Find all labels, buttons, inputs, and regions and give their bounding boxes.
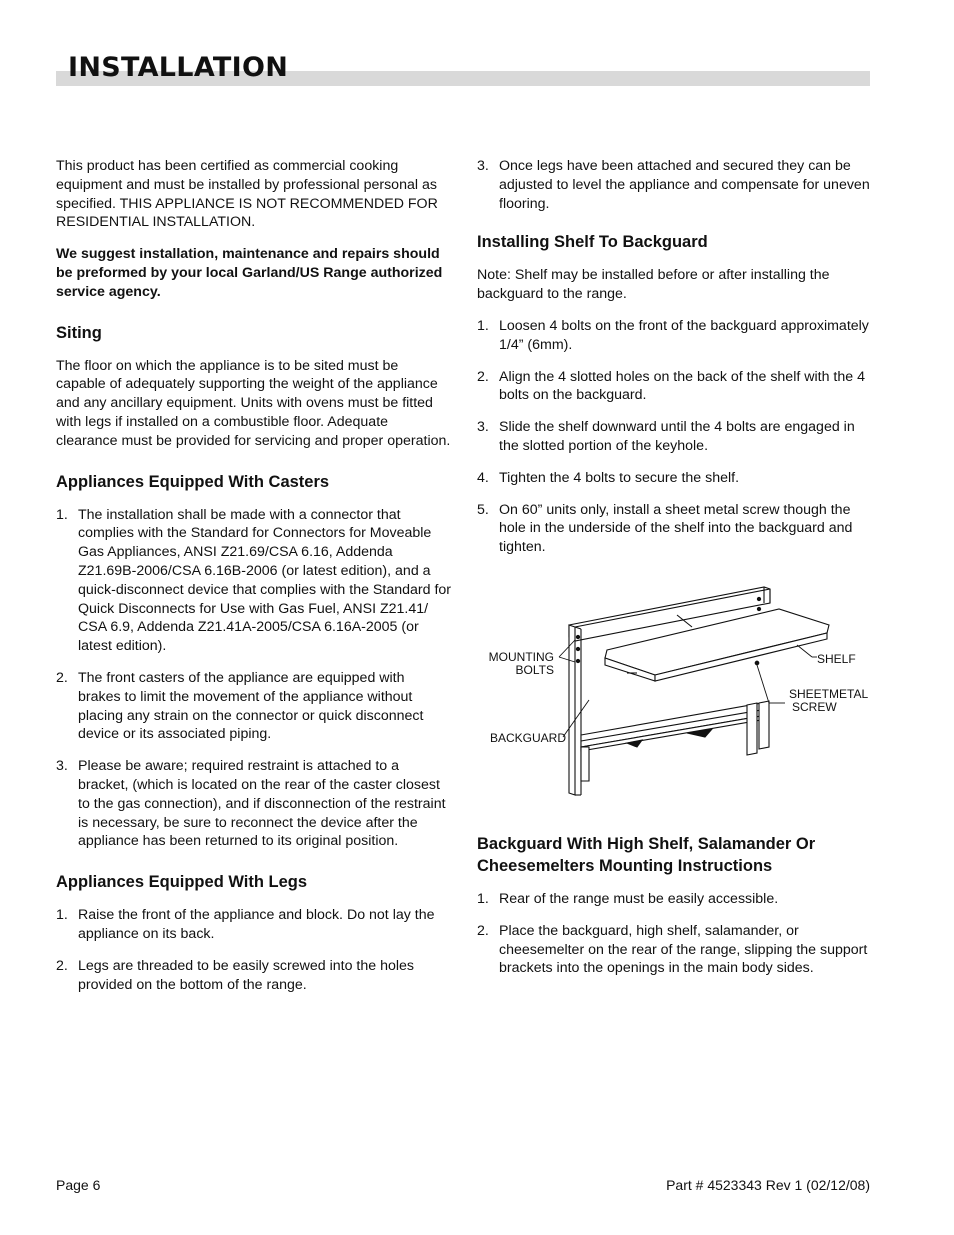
page-number: Page 6 <box>56 1177 101 1193</box>
high-shelf-list <box>477 890 870 978</box>
item-number: 3. <box>477 158 489 174</box>
item-number: 2. <box>56 669 68 686</box>
item-number: 1. <box>56 506 68 523</box>
item-number: 5. <box>477 501 489 518</box>
high-shelf-heading-line-2: Cheesemelters Mounting Instructions <box>477 856 773 875</box>
siting-heading: Siting <box>56 323 102 342</box>
label-mounting: MOUNTING <box>488 650 554 664</box>
list-item <box>477 317 870 355</box>
siting-paragraph: The floor on which the appliance is to be sited must be capable of adequately supporting the weight of the appliance and any ancillary equipment. Units with ovens must be fitted with legs if installed on a combustible floor. Adequate clearance must be provided for servicing and proper operation. <box>56 357 451 449</box>
item-text: Slide the shelf downward until the 4 bolts are engaged in the slotted portion of the keyhole. <box>499 419 855 454</box>
item-number: 1. <box>477 317 489 334</box>
shelf-heading: Installing Shelf To Backguard <box>477 233 708 252</box>
range-body <box>581 701 769 781</box>
list-item <box>56 957 451 995</box>
item-text: Once legs have been attached and secured they can be adjusted to level the appliance and compensate for uneven flooring. <box>499 158 870 212</box>
right-column <box>477 157 870 991</box>
intro-paragraph: This product has been certified as commercial cooking equipment and must be installed by professional personal as specified. THIS APPLIANCE IS NOT RECOMMENDED FOR RESIDENTIAL INSTALLATION. <box>56 158 438 231</box>
item-number: 3. <box>477 419 489 436</box>
list-item <box>477 157 870 213</box>
left-column <box>56 157 451 1007</box>
label-bolts: BOLTS <box>515 663 554 677</box>
legs-list <box>56 906 451 994</box>
label-sheetmetal: SHEETMETAL <box>789 687 869 701</box>
legs-heading: Appliances Equipped With Legs <box>56 873 308 892</box>
service-agency-note: We suggest installation, maintenance and repairs should be preformed by your local Garland/US Range authorized service agency. <box>56 246 443 300</box>
list-item <box>56 506 451 656</box>
label-screw: SCREW <box>792 700 837 714</box>
list-item <box>477 418 870 456</box>
label-shelf: SHELF <box>817 652 856 666</box>
shelf-list <box>477 317 870 557</box>
part-number: Part # 4523343 Rev 1 (02/12/08) <box>666 1177 870 1193</box>
list-item <box>477 469 870 488</box>
list-item <box>56 669 451 744</box>
item-number: 1. <box>56 907 68 924</box>
item-text: Rear of the range must be easily accessible. <box>499 890 779 907</box>
item-text: Tighten the 4 bolts to secure the shelf. <box>499 469 740 486</box>
item-text: Place the backguard, high shelf, salamander, or cheesemelter on the rear of the range, slipping the support brackets into the openings in the main body sides. <box>499 922 868 977</box>
page-title: INSTALLATION <box>68 52 289 83</box>
item-number: 2. <box>477 922 489 939</box>
item-number: 3. <box>56 758 68 775</box>
item-text: The front casters of the appliance are equipped with brakes to limit the movement of the appliance without placing any strain on the connector or quick disconnect device or its associated piping. <box>78 669 424 743</box>
shelf-backguard-diagram <box>477 585 877 805</box>
item-text: The installation shall be made with a connector that complies with the Standard for Connectors for Moveable Gas Appliances, ANSI Z21.69/CSA 6.16, Addenda Z21.69B-2006/CSA 6.16B-2006 (or latest edition), and a quick-disconnect device that complies with the Standard for Quick Disconnects for Use with Gas Fuel, ANSI Z21.41/ CSA 6.9, Addenda Z21.41A-2005/CSA 6.16A-2005 (or latest edition). <box>78 506 452 655</box>
high-shelf-heading-line-1: Backguard With High Shelf, Salamander Or <box>477 834 816 853</box>
list-item <box>477 922 870 978</box>
item-text: Align the 4 slotted holes on the back of the shelf with the 4 bolts on the backguard. <box>499 368 865 404</box>
list-item <box>56 757 451 851</box>
casters-heading: Appliances Equipped With Casters <box>56 472 330 491</box>
item-text: On 60” units only, install a sheet metal screw though the hole in the underside of the shelf into the backguard and tighten. <box>499 501 853 556</box>
list-item <box>477 368 870 406</box>
shelf-note: Note: Shelf may be installed before or after installing the backguard to the range. <box>477 267 830 303</box>
casters-list <box>56 506 451 852</box>
item-text: Please be aware; required restraint is attached to a bracket, (which is located on the rear of the caster closest to the gas connection), and if disconnection of the restraint is necessary, be sure to reconnect the device after the appliance has been returned to its original position. <box>78 758 446 850</box>
list-item <box>477 890 870 909</box>
item-number: 4. <box>477 469 489 486</box>
item-number: 2. <box>56 957 68 974</box>
item-number: 2. <box>477 368 489 385</box>
item-text: Legs are threaded to be easily screwed into the holes provided on the bottom of the range. <box>78 957 414 993</box>
item-text: Loosen 4 bolts on the front of the backguard approximately 1/4” (6mm). <box>499 317 869 353</box>
item-text: Raise the front of the appliance and block. Do not lay the appliance on its back. <box>78 907 435 942</box>
high-shelf-heading <box>477 833 870 877</box>
diagram-svg <box>477 585 877 805</box>
label-backguard: BACKGUARD <box>490 731 567 745</box>
legs-list-continued <box>477 157 870 213</box>
item-number: 1. <box>477 890 489 907</box>
list-item <box>477 501 870 557</box>
list-item <box>56 906 451 944</box>
